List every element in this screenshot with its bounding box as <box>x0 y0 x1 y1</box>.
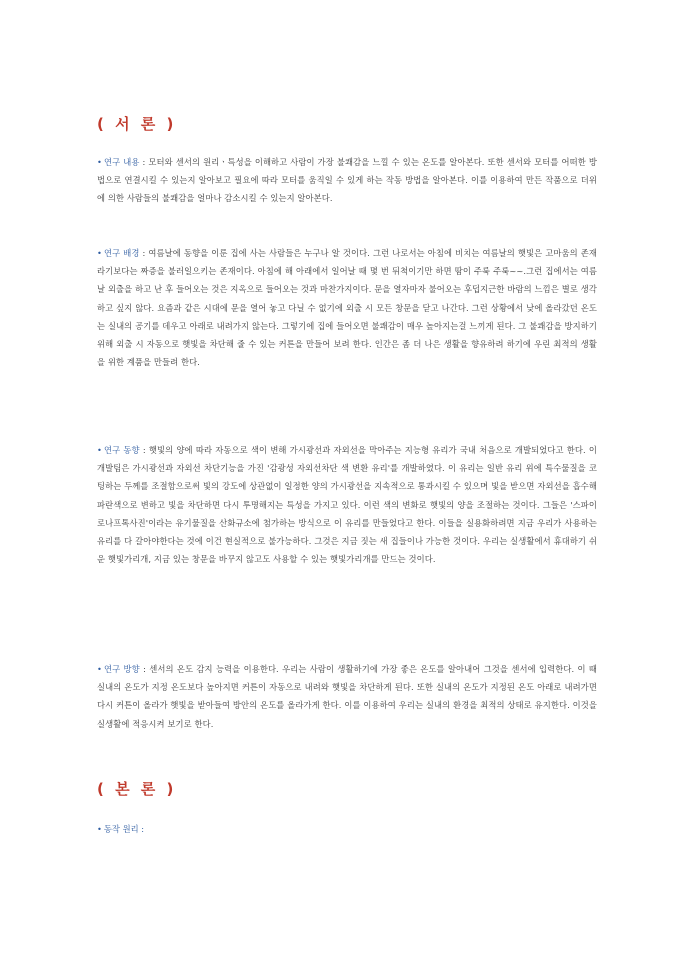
bullet: • <box>97 824 102 834</box>
item-suffix: : <box>138 824 145 834</box>
paragraph-text: : 햇빛의 양에 따라 자동으로 색이 변해 가시광선과 자외선을 막아주는 지능형 유리가 국내 처음으로 개발되었다고 한다. 이 개발팀은 가시광선과 자외선 차단기능을 가진 '감광성 자외선차단 색 변환 유리'를 개발하였다. 이 유리는 일반 유리 위에 특수물질을 코팅하는 두께를 조절함으로써 빛의 강도에 상관없이 일정한 양의 가시광선을 지속적으로 통과시킬 수 있으며 빛을 받으면 자외선을 흡수해 파란색으로 변하고 빛을 차단하면 다시 투명해지는 특성을 가지고 있다. 이런 색의 변화로 햇빛의 양을 조절하는 것이다. 그들은 '스파이로나프톡사진'이라는 유기물질을 산화규소에 첨가하는 방식으로 이 유리를 만들었다고 한다. 이들을 실용화하려면 지금 우리가 사용하는 유리를 다 갈아야한다는 것에 이건 현실적으로 불가능하다. 그것은 지금 짓는 새 집들이나 가능한 것이다. 우리는 실생활에서 휴대하기 쉬운 햇빛가리개, 지금 있는 창문을 바꾸지 않고도 사용할 수 있는 햇빛가리개를 만드는 것이다. <box>97 445 598 565</box>
bullet: • <box>97 157 102 167</box>
body-item-operating-principle <box>97 820 144 838</box>
paragraph-text: : 모터와 센서의 원리ㆍ특성을 이해하고 사람이 가장 불쾌감을 느낄 수 있는 온도를 알아본다. 또한 센서와 모터를 어떠한 방법으로 연결시킬 수 있는지 알아보고 필요에 따라 모터를 움직일 수 있게 하는 작동 방법을 알아본다. 이를 이용하여 만든 작품으로 더위에 의한 사람들의 불쾌감을 얼마나 감소시킬 수 있는지 알아본다. <box>97 157 597 204</box>
paragraph-label: 연구 방향 <box>104 664 140 674</box>
paragraph-label: 연구 동향 <box>104 445 140 455</box>
intro-heading: ( 서 론 ) <box>97 115 177 133</box>
body-heading: ( 본 론 ) <box>97 780 177 798</box>
item-label: 동작 원리 <box>103 824 139 834</box>
paragraph-research-trend <box>97 441 597 568</box>
paragraph-research-direction <box>97 660 597 733</box>
paragraph-research-background <box>97 244 597 371</box>
bullet: • <box>97 248 102 258</box>
paragraph-label: 연구 내용 <box>104 157 140 167</box>
bullet: • <box>97 445 102 455</box>
paragraph-research-content <box>97 153 597 208</box>
bullet: • <box>97 664 102 674</box>
paragraph-text: : 센서의 온도 감지 능력을 이용한다. 우리는 사람이 생활하기에 가장 좋은 온도를 알아내어 그것을 센서에 입력한다. 이 때 실내의 온도가 지정 온도보다 높아지면 커튼이 자동으로 내려와 햇빛을 차단하게 된다. 또한 실내의 온도가 지정된 온도 아래로 내려가면 다시 커튼이 올라가 햇빛을 받아들여 방안의 온도를 올라가게 한다. 이를 이용하여 우리는 실내의 환경을 최적의 상태로 유지한다. 이것을 실생활에 적응시켜 보기로 한다. <box>97 664 598 729</box>
paragraph-text: : 여름날에 동향을 이룬 집에 사는 사람들은 누구나 알 것이다. 그런 나로서는 아침에 비치는 여름날의 햇빛은 고마움의 존재라기보다는 짜증을 불러일으키는 존재이다. 아침에 해 아래에서 일어날 때 몇 번 뒤척이기만 하면 땀이 주룩 주룩~~.그런 집에서는 여름날 외출을 하고 난 후 들어오는 것은 지옥으로 들어오는 것과 마찬가지이다. 문을 열자마자 불어오는 후덥지근한 바람의 느낌은 별로 생각하고 싶지 않다. 요즘과 같은 시대에 문을 열어 놓고 다닐 수 없기에 외출 시 모든 창문을 닫고 나간다. 그런 상황에서 낮에 올라갔던 온도는 실내의 공기를 데우고 아래로 내려가지 않는다. 그렇기에 집에 들어오면 불쾌감이 매우 높아지는걸 느끼게 된다. 그 불쾌감을 방지하기 위해 외출 시 자동으로 햇빛을 차단해 줄 수 있는 커튼을 만들어 보려 한다. 인간은 좀 더 나은 생활을 향유하려 하기에 우린 최적의 생활을 위한 계품을 만들려 한다. <box>97 248 597 368</box>
paragraph-label: 연구 배경 <box>104 248 140 258</box>
